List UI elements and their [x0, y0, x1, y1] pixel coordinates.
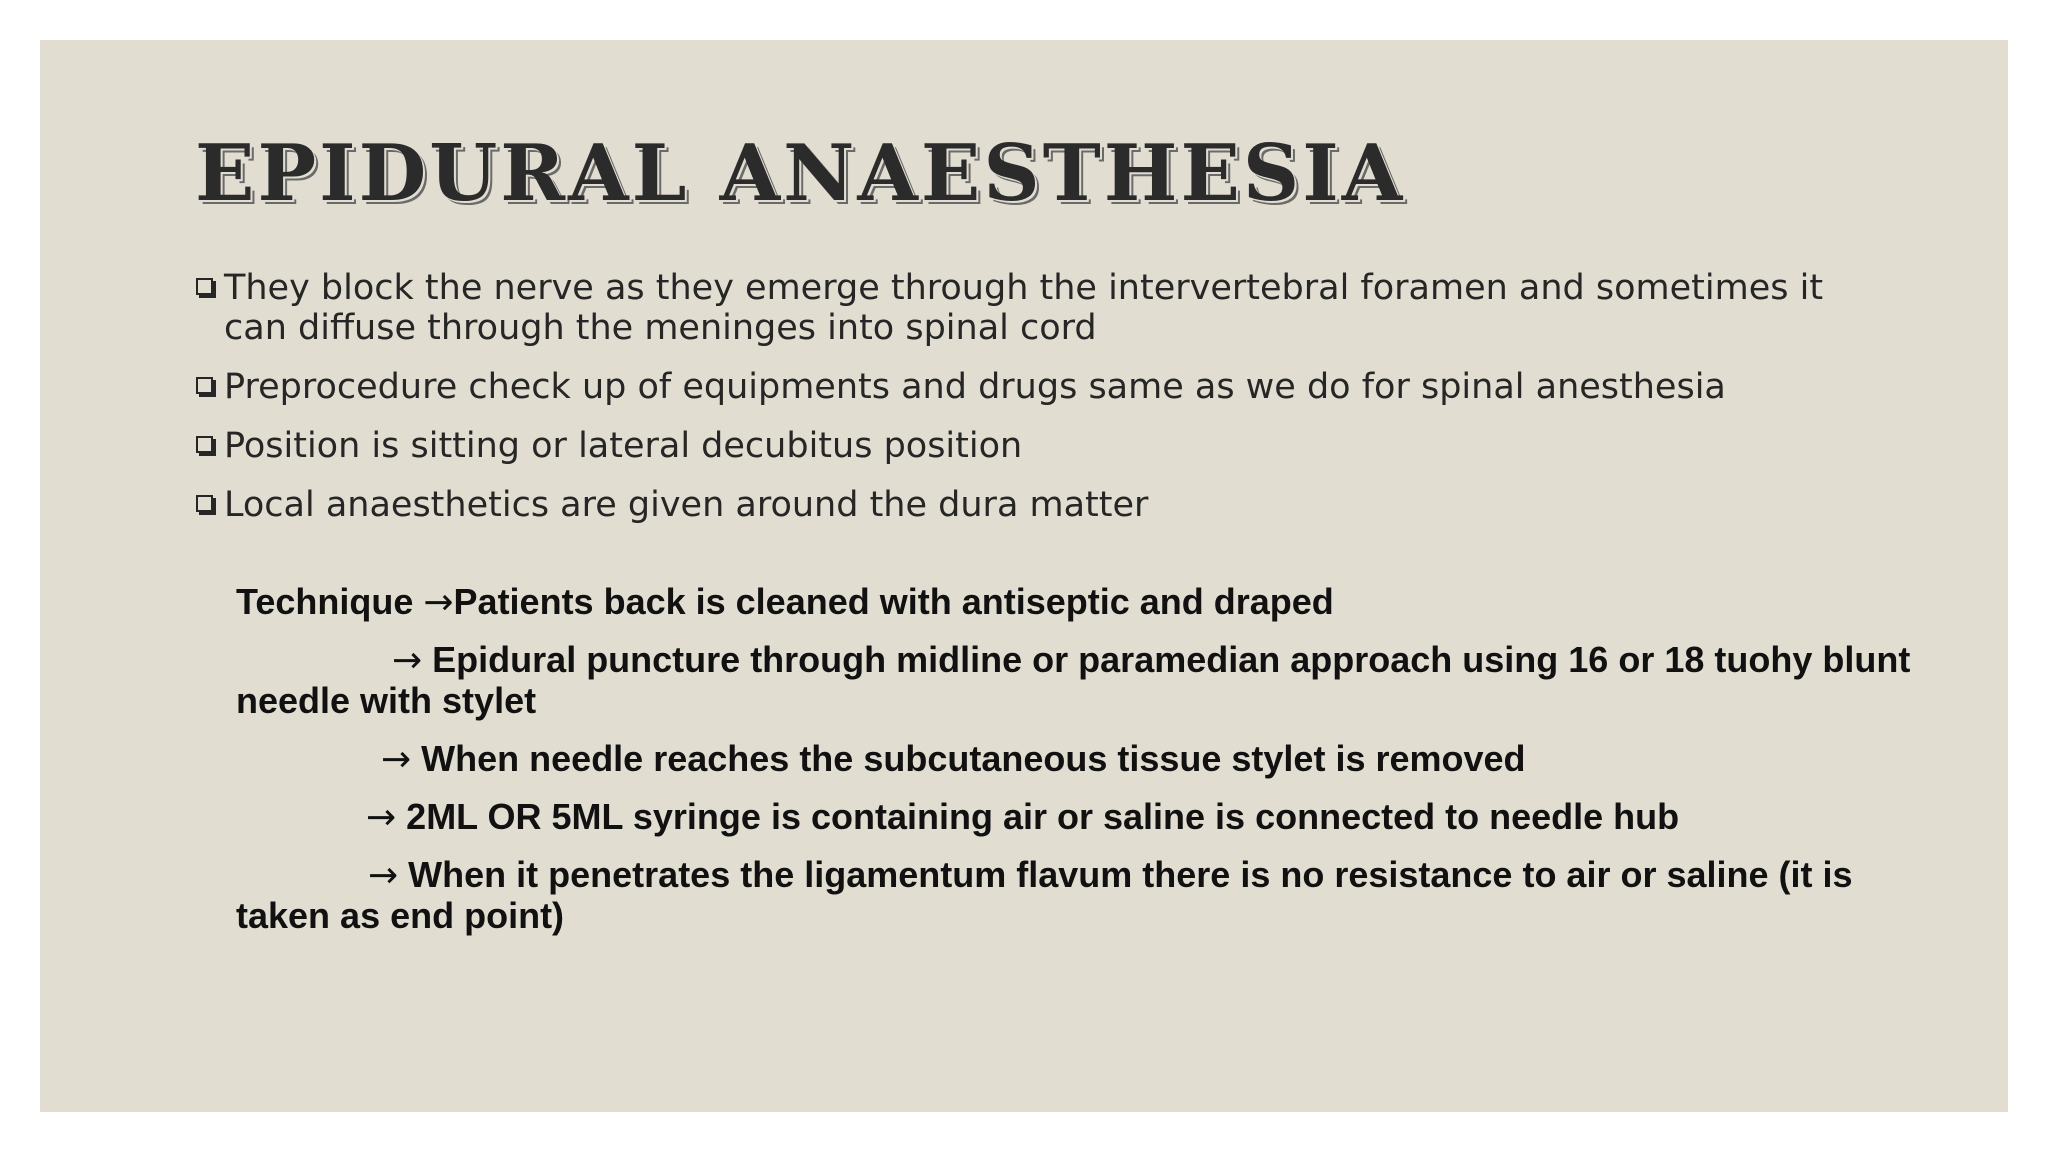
- technique-step-text: When needle reaches the subcutaneous tissue stylet is removed: [411, 738, 1526, 779]
- bullet-text: Position is sitting or lateral decubitus position: [224, 426, 1023, 466]
- bullet-item: [195, 485, 1895, 525]
- technique-step-text: Patients back is cleaned with antiseptic and draped: [453, 581, 1334, 622]
- technique-step-5: [236, 855, 1936, 936]
- slide-title: EPIDURAL ANAESTHESIA: [195, 128, 1406, 219]
- bullet-item: [195, 426, 1895, 466]
- technique-step-2: [236, 640, 1936, 721]
- technique-step-text: When it penetrates the ligamentum flavum there is no resistance to air or saline (it is taken as end point): [236, 854, 1853, 936]
- technique-step-4: [236, 797, 1936, 838]
- arrow-right-icon: →: [366, 797, 397, 838]
- technique-label: Technique: [236, 581, 424, 622]
- arrow-right-icon: →: [368, 855, 399, 896]
- checkbox-bullet-icon: [196, 495, 213, 512]
- bullet-text: Preprocedure check up of equipments and drugs same as we do for spinal anesthesia: [224, 367, 1726, 407]
- bullet-text: Local anaesthetics are given around the dura matter: [224, 485, 1149, 525]
- bullet-item: [195, 367, 1895, 407]
- bullet-text: They block the nerve as they emerge through the intervertebral foramen and sometimes it can diffuse through the meninges into spinal cord: [224, 268, 1824, 348]
- slide: [40, 40, 2008, 1112]
- technique-step-text: 2ML OR 5ML syringe is containing air or saline is connected to needle hub: [396, 796, 1680, 837]
- checkbox-bullet-icon: [196, 377, 213, 394]
- arrow-right-icon: →: [423, 582, 454, 623]
- bullet-item: [195, 268, 1895, 348]
- checkbox-bullet-icon: [196, 278, 213, 295]
- arrow-right-icon: →: [381, 739, 412, 780]
- technique-step-1: [236, 582, 1936, 623]
- bullet-list: [195, 268, 1895, 544]
- checkbox-bullet-icon: [196, 436, 213, 453]
- technique-step-text: Epidural puncture through midline or paramedian approach using 16 or 18 tuohy blunt needle with stylet: [236, 639, 1911, 721]
- arrow-right-icon: →: [392, 640, 423, 681]
- technique-step-3: [236, 739, 1936, 780]
